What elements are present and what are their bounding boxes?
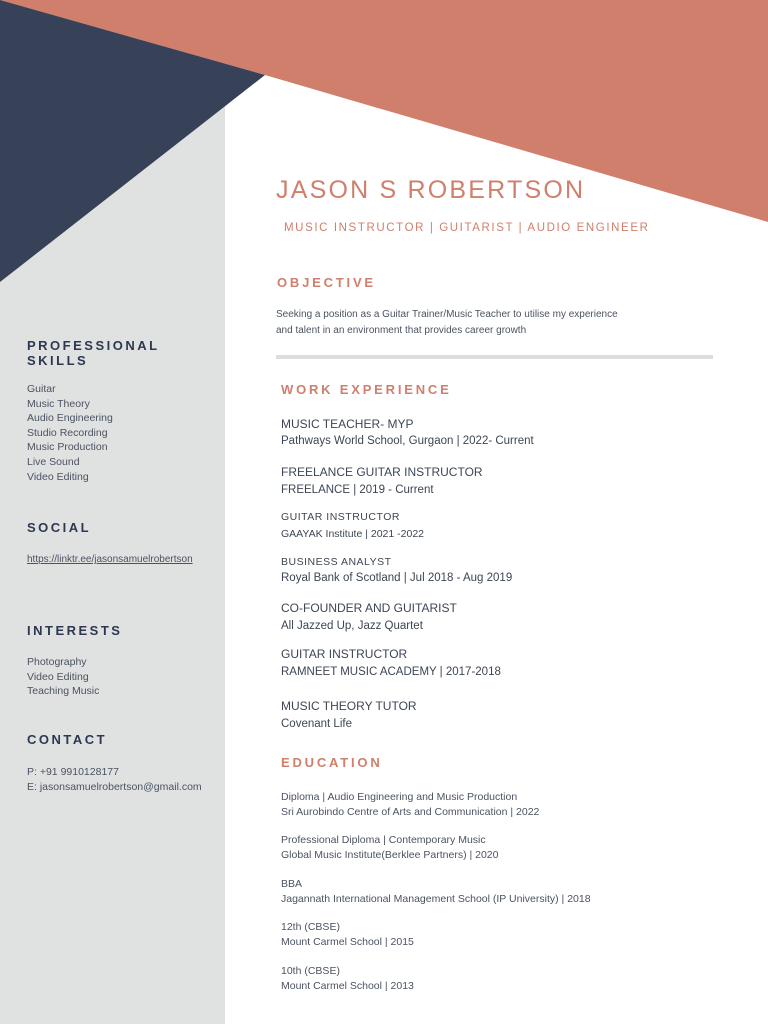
- education-credential: BBA: [281, 878, 303, 890]
- skill-item: Video Editing: [27, 470, 89, 483]
- education-credential: Diploma | Audio Engineering and Music Production: [281, 791, 518, 803]
- skill-item: Music Theory: [27, 397, 90, 410]
- social-link[interactable]: https://linktr.ee/jasonsamuelrobertson: [27, 554, 193, 565]
- job-title: GUITAR INSTRUCTOR: [281, 647, 408, 661]
- interests-list: [27, 655, 99, 699]
- job-detail: Covenant Life: [281, 718, 352, 730]
- education-item: [281, 877, 591, 907]
- work-item: [281, 601, 457, 634]
- job-detail: Royal Bank of Scotland | Jul 2018 - Aug 2019: [281, 572, 513, 584]
- skills-heading: PROFESSIONAL SKILLS: [27, 338, 160, 368]
- education-heading: EDUCATION: [281, 755, 383, 770]
- education-credential: Professional Diploma | Contemporary Music: [281, 834, 486, 846]
- education-institution: Jagannath International Management School (IP University) | 2018: [281, 892, 591, 905]
- contact-email: E: jasonsamuelrobertson@gmail.com: [27, 780, 202, 793]
- skill-item: Guitar: [27, 383, 56, 395]
- social-heading: SOCIAL: [27, 520, 92, 535]
- contact-phone: P: +91 9910128177: [27, 766, 119, 778]
- objective-line: and talent in an environment that provides career growth: [276, 324, 527, 336]
- education-credential: 10th (CBSE): [281, 965, 340, 977]
- education-institution: Mount Carmel School | 2015: [281, 935, 414, 948]
- job-title: CO-FOUNDER AND GUITARIST: [281, 601, 457, 615]
- education-item: [281, 964, 414, 994]
- interest-item: Teaching Music: [27, 685, 100, 698]
- work-item: [281, 647, 501, 680]
- job-detail: Pathways World School, Gurgaon | 2022- Current: [281, 435, 534, 447]
- education-institution: Global Music Institute(Berklee Partners) | 2020: [281, 848, 499, 861]
- job-title: MUSIC TEACHER- MYP: [281, 417, 414, 431]
- header-decoration: [0, 0, 768, 300]
- interest-item: Photography: [27, 656, 87, 668]
- education-item: [281, 920, 414, 950]
- job-title: BUSINESS ANALYST: [281, 556, 392, 568]
- contact-details: [27, 765, 202, 794]
- education-institution: Mount Carmel School | 2013: [281, 979, 414, 992]
- education-institution: Sri Aurobindo Centre of Arts and Communication | 2022: [281, 805, 540, 818]
- education-credential: 12th (CBSE): [281, 921, 340, 933]
- work-item: [281, 555, 512, 586]
- objective-text: [276, 307, 696, 338]
- skill-item: Studio Recording: [27, 426, 108, 439]
- skill-item: Music Production: [27, 441, 108, 454]
- job-detail: GAAYAK Institute | 2021 -2022: [281, 528, 425, 540]
- section-divider: [276, 355, 713, 359]
- person-name: JASON S ROBERTSON: [276, 176, 586, 204]
- objective-heading: OBJECTIVE: [277, 275, 376, 290]
- objective-line: Seeking a position as a Guitar Trainer/Music Teacher to utilise my experience: [276, 309, 618, 320]
- interest-item: Video Editing: [27, 670, 89, 683]
- education-item: [281, 833, 499, 863]
- work-item: [281, 417, 534, 449]
- work-item: [281, 699, 417, 732]
- work-item: [281, 510, 424, 542]
- work-experience-heading: WORK EXPERIENCE: [281, 382, 452, 397]
- job-title: FREELANCE GUITAR INSTRUCTOR: [281, 465, 483, 479]
- job-detail: All Jazzed Up, Jazz Quartet: [281, 620, 423, 632]
- job-detail: RAMNEET MUSIC ACADEMY | 2017-2018: [281, 666, 501, 678]
- education-item: [281, 790, 539, 820]
- skill-item: Audio Engineering: [27, 412, 113, 425]
- contact-heading: CONTACT: [27, 732, 108, 747]
- job-title: MUSIC THEORY TUTOR: [281, 699, 417, 713]
- skills-list: [27, 382, 113, 484]
- job-title: GUITAR INSTRUCTOR: [281, 511, 400, 523]
- interests-heading: INTERESTS: [27, 623, 123, 638]
- skill-item: Live Sound: [27, 455, 80, 468]
- job-subtitle: MUSIC INSTRUCTOR | GUITARIST | AUDIO ENGINEER: [284, 222, 650, 234]
- work-item: [281, 465, 483, 498]
- job-detail: FREELANCE | 2019 - Current: [281, 484, 434, 496]
